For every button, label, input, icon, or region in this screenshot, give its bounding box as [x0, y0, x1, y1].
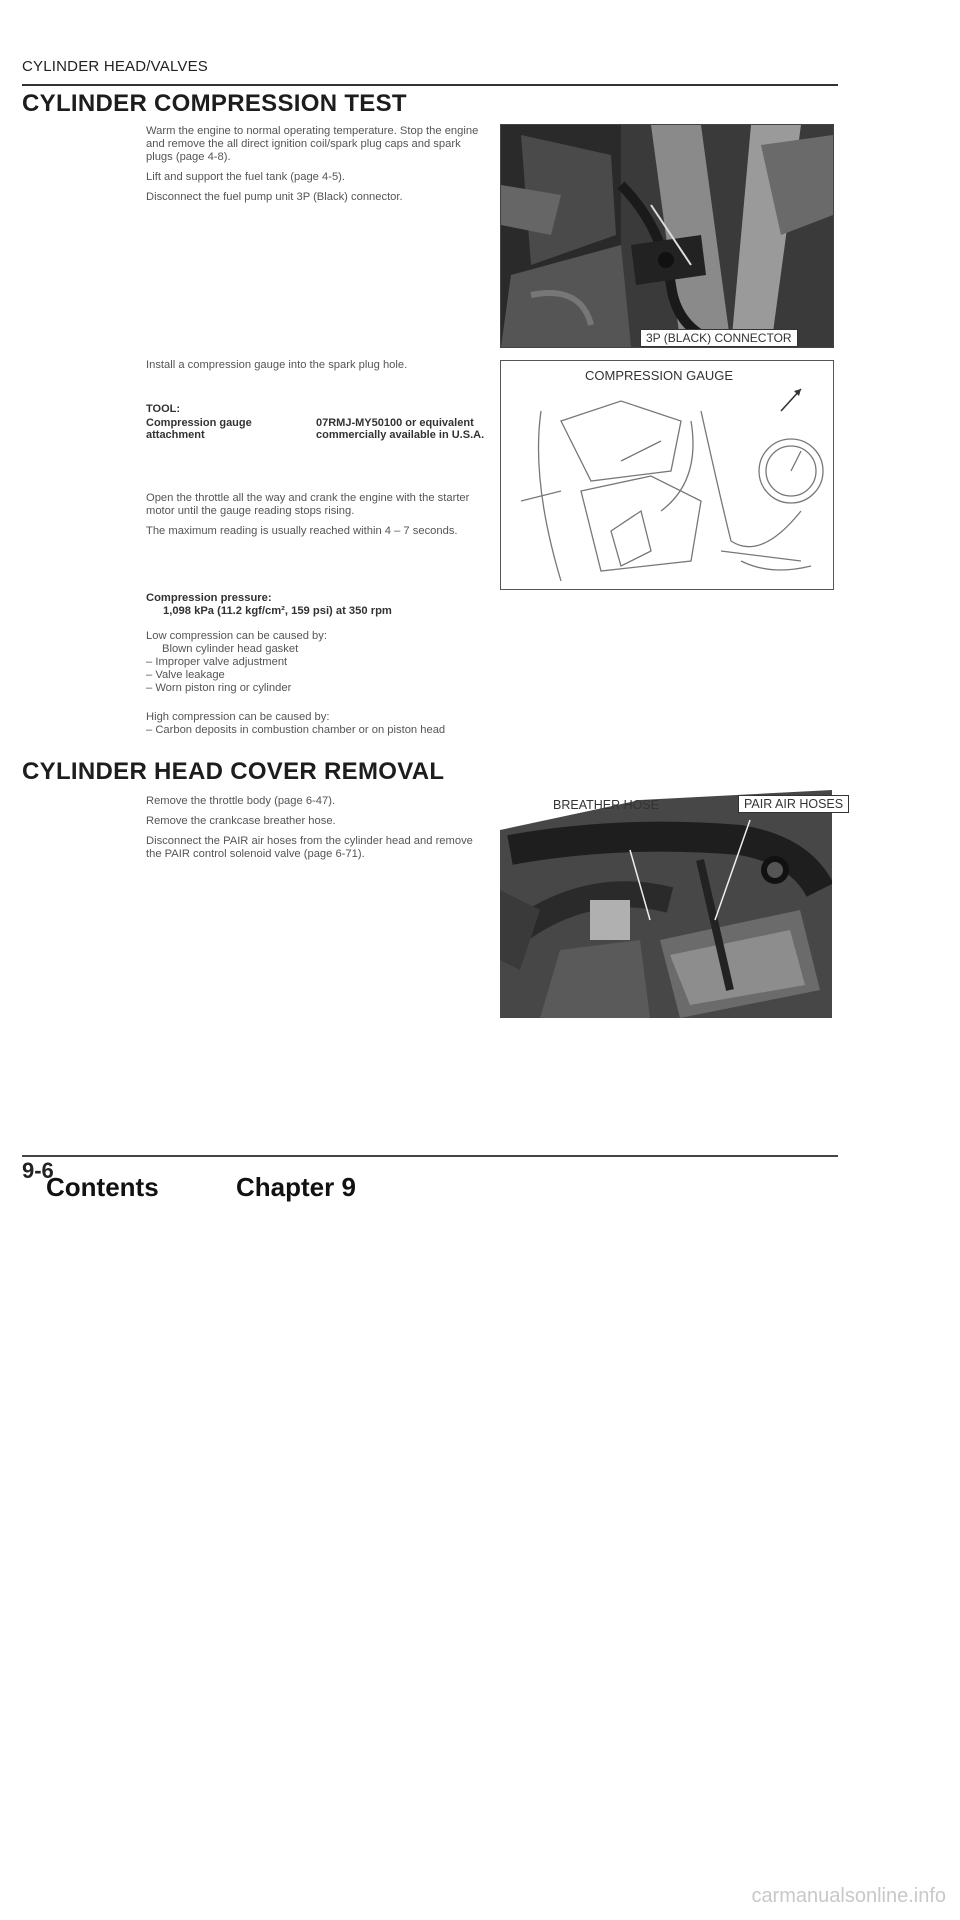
connector-photo-image: [501, 125, 833, 347]
intro-paragraph: Warm the engine to normal operating temperature. Stop the engine and remove the all direct ignition coil/spark plug caps and spark plugs (page 4-8).: [146, 125, 479, 163]
list-item: – Improper valve adjustment: [146, 656, 288, 668]
crank-steps: [146, 492, 490, 545]
section-title-cover-removal: CYLINDER HEAD COVER REMOVAL: [22, 758, 445, 785]
list-item: – Worn piston ring or cylinder: [146, 682, 292, 694]
breather-photo-image: [500, 790, 832, 1018]
running-header: CYLINDER HEAD/VALVES: [22, 58, 208, 75]
intro-paragraph: Disconnect the fuel pump unit 3P (Black) connector.: [146, 191, 403, 203]
connector-photo: [500, 124, 834, 348]
section-title-compression-test: CYLINDER COMPRESSION TEST: [22, 90, 407, 117]
step-paragraph: The maximum reading is usually reached within 4 – 7 seconds.: [146, 525, 458, 537]
install-instruction: Install a compression gauge into the spark plug hole.: [146, 359, 408, 371]
page-number: 9-6: [22, 1158, 54, 1183]
breather-callout: BREATHER HOSE: [553, 798, 660, 812]
tool-label: TOOL:: [146, 403, 181, 415]
spec-label: Compression pressure:: [146, 592, 272, 604]
spec-value: 1,098 kPa (11.2 kgf/cm², 159 psi) at 350 rpm: [163, 605, 392, 617]
list-item: – Valve leakage: [146, 669, 225, 681]
tool-part-number: 07RMJ-MY50100 or equivalent commercially available in U.S.A.: [316, 417, 485, 441]
low-compression-list: [146, 643, 490, 695]
gauge-figure: [500, 360, 834, 590]
step-paragraph: Open the throttle all the way and crank the engine with the starter motor until the gauge reading stops rising.: [146, 492, 470, 517]
chapter-link[interactable]: Chapter 9: [236, 1172, 356, 1202]
pair-callout: PAIR AIR HOSES: [738, 795, 849, 813]
step-paragraph: Remove the throttle body (page 6-47).: [146, 795, 336, 807]
gauge-illustration: [501, 361, 833, 589]
cover-removal-steps: [146, 795, 490, 868]
breather-photo: [500, 790, 832, 1018]
compression-intro: [146, 125, 490, 211]
tool-name: Compression gauge attachment: [146, 417, 252, 441]
header-rule: [22, 84, 838, 86]
watermark: carmanualsonline.info: [751, 1885, 946, 1907]
step-paragraph: Disconnect the PAIR air hoses from the cylinder head and remove the PAIR control solenoid valve (page 6-71).: [146, 835, 473, 860]
high-compression-title: High compression can be caused by:: [146, 711, 330, 723]
list-item: Blown cylinder head gasket: [162, 643, 299, 655]
connector-callout: 3P (BLACK) CONNECTOR: [640, 329, 798, 347]
step-paragraph: Remove the crankcase breather hose.: [146, 815, 336, 827]
low-compression-title: Low compression can be caused by:: [146, 630, 327, 642]
footer-rule: [22, 1155, 838, 1157]
intro-paragraph: Lift and support the fuel tank (page 4-5).: [146, 171, 346, 183]
gauge-callout: COMPRESSION GAUGE: [585, 368, 734, 383]
list-item: – Carbon deposits in combustion chamber or on piston head: [146, 724, 446, 736]
high-compression-list: [146, 724, 490, 737]
contents-link[interactable]: Contents: [46, 1172, 159, 1202]
